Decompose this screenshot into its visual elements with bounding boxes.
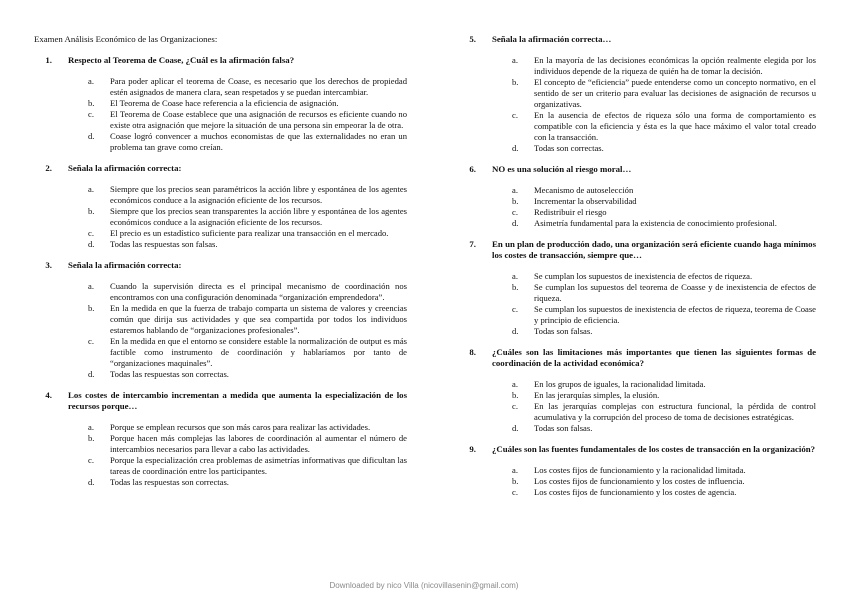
option-text: Todas son falsas. (534, 326, 593, 336)
question-header (458, 239, 816, 261)
option-item (88, 239, 407, 250)
option-text: Cuando la supervisión directa es el principal mecanismo de coordinación nos encontramos con una configuración denominada “organización emprendedora”. (110, 281, 407, 302)
option-letter: a. (512, 465, 518, 475)
question-header (34, 163, 407, 174)
question-5 (458, 34, 816, 154)
question-text: En un plan de producción dado, una organización será eficiente cuando haga mínimos los costes de transacción, siempre que… (492, 239, 816, 260)
option-item (88, 477, 407, 488)
option-text: En la mayoría de las decisiones económicas la opción realmente elegida por los individuos depende de la riqueza de quién ha de tomar la decisión. (534, 55, 816, 76)
option-letter: a. (512, 55, 518, 65)
question-number: 9. (469, 444, 476, 454)
option-item (512, 465, 816, 476)
option-item (512, 476, 816, 487)
option-text: Se cumplan los supuestos de inexistencia de efectos de riqueza. (534, 271, 753, 281)
question-number: 8. (469, 347, 476, 357)
option-item (512, 55, 816, 77)
option-item (88, 422, 407, 433)
option-item (88, 109, 407, 131)
option-list (458, 465, 816, 498)
option-letter: b. (88, 206, 95, 216)
option-letter: c. (88, 455, 94, 465)
option-list (34, 281, 407, 380)
option-text: Incrementar la observabilidad (534, 196, 637, 206)
option-text: Todas las respuestas son falsas. (110, 239, 218, 249)
option-list (458, 55, 816, 154)
option-letter: a. (88, 281, 94, 291)
question-1 (34, 55, 407, 153)
option-item (88, 281, 407, 303)
option-letter: c. (88, 109, 94, 119)
option-item (512, 401, 816, 423)
option-text: El concepto de “eficiencia” puede entenderse como un concepto normativo, en el sentido de ser un criterio para evaluar las decisiones de asignación de recursos u organizativas. (534, 77, 816, 109)
option-list (34, 76, 407, 153)
option-list (34, 184, 407, 250)
question-header (34, 390, 407, 412)
option-item (88, 184, 407, 206)
option-letter: b. (88, 303, 95, 313)
option-item (88, 206, 407, 228)
exam-title: Examen Análisis Económico de las Organizaciones: (34, 34, 218, 44)
option-letter: b. (512, 476, 519, 486)
question-number: 1. (45, 55, 52, 65)
option-item (512, 77, 816, 110)
option-text: Coase logró convencer a muchos economistas de que las externalidades no eran un problema tan grave como creían. (110, 131, 407, 152)
question-text: NO es una solución al riesgo moral… (492, 164, 632, 174)
option-item (88, 76, 407, 98)
option-letter: d. (512, 218, 519, 228)
option-text: Asimetría fundamental para la existencia de conocimiento profesional. (534, 218, 777, 228)
question-header (458, 164, 816, 175)
option-text: Todas las respuestas son correctas. (110, 477, 229, 487)
option-item (512, 282, 816, 304)
option-text: Los costes fijos de funcionamiento y los costes de agencia. (534, 487, 737, 497)
option-letter: a. (512, 185, 518, 195)
option-text: En la medida en que el entorno se considere estable la normalización de output es más factible como instrumento de coordinación y hablaríamos por tanto de “organizaciones maquinales”. (110, 336, 407, 368)
option-text: En los grupos de iguales, la racionalidad limitada. (534, 379, 706, 389)
question-header (34, 260, 407, 271)
option-letter: d. (88, 369, 95, 379)
option-item (512, 271, 816, 282)
option-item (88, 303, 407, 336)
option-letter: b. (512, 77, 519, 87)
question-text: Señala la afirmación correcta… (492, 34, 612, 44)
question-header (458, 347, 816, 369)
option-text: Se cumplan los supuestos del teorema de Coasse y de inexistencia de efectos de riqueza. (534, 282, 816, 303)
question-number: 3. (45, 260, 52, 270)
option-item (512, 304, 816, 326)
option-text: Todas son correctas. (534, 143, 604, 153)
question-header (34, 55, 407, 66)
question-text: ¿Cuáles son las limitaciones más importantes que tienen las siguientes formas de coordinación de la actividad económica? (492, 347, 816, 368)
question-text: ¿Cuáles son las fuentes fundamentales de los costes de transacción en la organización? (492, 444, 816, 454)
option-text: Porque hacen más complejas las labores de coordinación al aumentar el número de intercambios necesarios para llevar a cabo las actividades. (110, 433, 407, 454)
option-letter: d. (512, 326, 519, 336)
option-item (512, 423, 816, 434)
option-letter: c. (512, 304, 518, 314)
option-item (88, 369, 407, 380)
option-text: Todas son falsas. (534, 423, 593, 433)
option-text: Los costes fijos de funcionamiento y los costes de influencia. (534, 476, 745, 486)
option-item (512, 207, 816, 218)
question-header (458, 34, 816, 45)
option-letter: b. (512, 390, 519, 400)
question-4 (34, 390, 407, 488)
option-letter: d. (88, 477, 95, 487)
option-letter: b. (512, 282, 519, 292)
option-text: En las jerarquías complejas con estructura funcional, la pérdida de control acumulativa y la corrupción del proceso de toma de decisiones estratégicas. (534, 401, 816, 422)
option-item (88, 336, 407, 369)
option-item (88, 98, 407, 109)
option-text: Siempre que los precios sean transparentes la acción libre y espontánea de los agentes económicos conduce a la asignación eficiente de los recursos. (110, 206, 407, 227)
question-number: 7. (469, 239, 476, 249)
option-letter: a. (88, 422, 94, 432)
question-number: 6. (469, 164, 476, 174)
option-list (34, 422, 407, 488)
option-item (512, 326, 816, 337)
option-item (512, 110, 816, 143)
option-letter: b. (88, 433, 95, 443)
option-letter: d. (512, 423, 519, 433)
question-9 (458, 444, 816, 498)
option-text: En la ausencia de efectos de riqueza sólo una forma de comportamiento es compatible con la eficiencia y ésta es la que hace máximo el valor total creado con la transacción. (534, 110, 816, 142)
option-letter: a. (512, 379, 518, 389)
option-text: Todas las respuestas son correctas. (110, 369, 229, 379)
question-text: Señala la afirmación correcta: (68, 163, 182, 173)
option-list (458, 185, 816, 229)
option-text: Se cumplan los supuestos de inexistencia de efectos de riqueza, teorema de Coase y principio de eficiencia. (534, 304, 816, 325)
option-item (512, 196, 816, 207)
option-text: Siempre que los precios sean paramétricos la acción libre y espontánea de los agentes económicos conduce a la asignación eficiente de los recursos. (110, 184, 407, 205)
option-item (512, 487, 816, 498)
option-letter: c. (512, 110, 518, 120)
option-letter: c. (512, 487, 518, 497)
question-number: 2. (45, 163, 52, 173)
question-7 (458, 239, 816, 337)
option-item (512, 143, 816, 154)
option-text: El Teorema de Coase hace referencia a la eficiencia de asignación. (110, 98, 339, 108)
question-number: 5. (469, 34, 476, 44)
question-header (458, 444, 816, 455)
question-8 (458, 347, 816, 434)
download-footer: Downloaded by nico Villa (nicovillasenin@gmail.com) (329, 581, 519, 590)
question-text: Señala la afirmación correcta: (68, 260, 182, 270)
option-text: El precio es un estadístico suficiente para realizar una transacción en el mercado. (110, 228, 389, 238)
option-letter: d. (88, 131, 95, 141)
question-text: Los costes de intercambio incrementan a medida que aumenta la especialización de los recursos porque… (68, 390, 407, 411)
option-text: El Teorema de Coase establece que una asignación de recursos es eficiente cuando no existe otra asignación que mejore la situación de una persona sin empeorar la de otra. (110, 109, 407, 130)
option-item (512, 185, 816, 196)
option-text: En las jerarquías simples, la elusión. (534, 390, 660, 400)
question-6 (458, 164, 816, 229)
option-text: Porque la especialización crea problemas de asimetrías informativas que dificultan las tareas de coordinación entre los participantes. (110, 455, 407, 476)
option-text: Porque se emplean recursos que son más caros para realizar las actividades. (110, 422, 371, 432)
question-number: 4. (45, 390, 52, 400)
option-letter: d. (88, 239, 95, 249)
option-item (512, 390, 816, 401)
question-2 (34, 163, 407, 250)
left-column (34, 34, 407, 498)
option-list (458, 271, 816, 337)
option-letter: b. (512, 196, 519, 206)
option-letter: c. (512, 207, 518, 217)
option-letter: c. (512, 401, 518, 411)
option-text: Los costes fijos de funcionamiento y la racionalidad limitada. (534, 465, 746, 475)
option-item (88, 433, 407, 455)
option-letter: d. (512, 143, 519, 153)
option-list (458, 379, 816, 434)
question-text: Respecto al Teorema de Coase, ¿Cuál es la afirmación falsa? (68, 55, 295, 65)
option-text: Mecanismo de autoselección (534, 185, 634, 195)
option-item (88, 228, 407, 239)
option-item (512, 218, 816, 229)
right-column (458, 34, 816, 508)
option-item (512, 379, 816, 390)
option-letter: c. (88, 336, 94, 346)
option-letter: a. (512, 271, 518, 281)
option-text: Redistribuir el riesgo (534, 207, 607, 217)
option-item (88, 455, 407, 477)
option-text: Para poder aplicar el teorema de Coase, es necesario que los derechos de propiedad estén asignados de manera clara, sean respetados y se puedan intercambiar. (110, 76, 407, 97)
option-text: En la medida en que la fuerza de trabajo comparta un sistema de valores y creencias común que dirija sus actividades y que sea compartida por todos los individuos estaremos hablando de “organizaciones profesionales”. (110, 303, 407, 335)
option-item (88, 131, 407, 153)
option-letter: a. (88, 76, 94, 86)
option-letter: b. (88, 98, 95, 108)
option-letter: a. (88, 184, 94, 194)
option-letter: c. (88, 228, 94, 238)
question-3 (34, 260, 407, 380)
